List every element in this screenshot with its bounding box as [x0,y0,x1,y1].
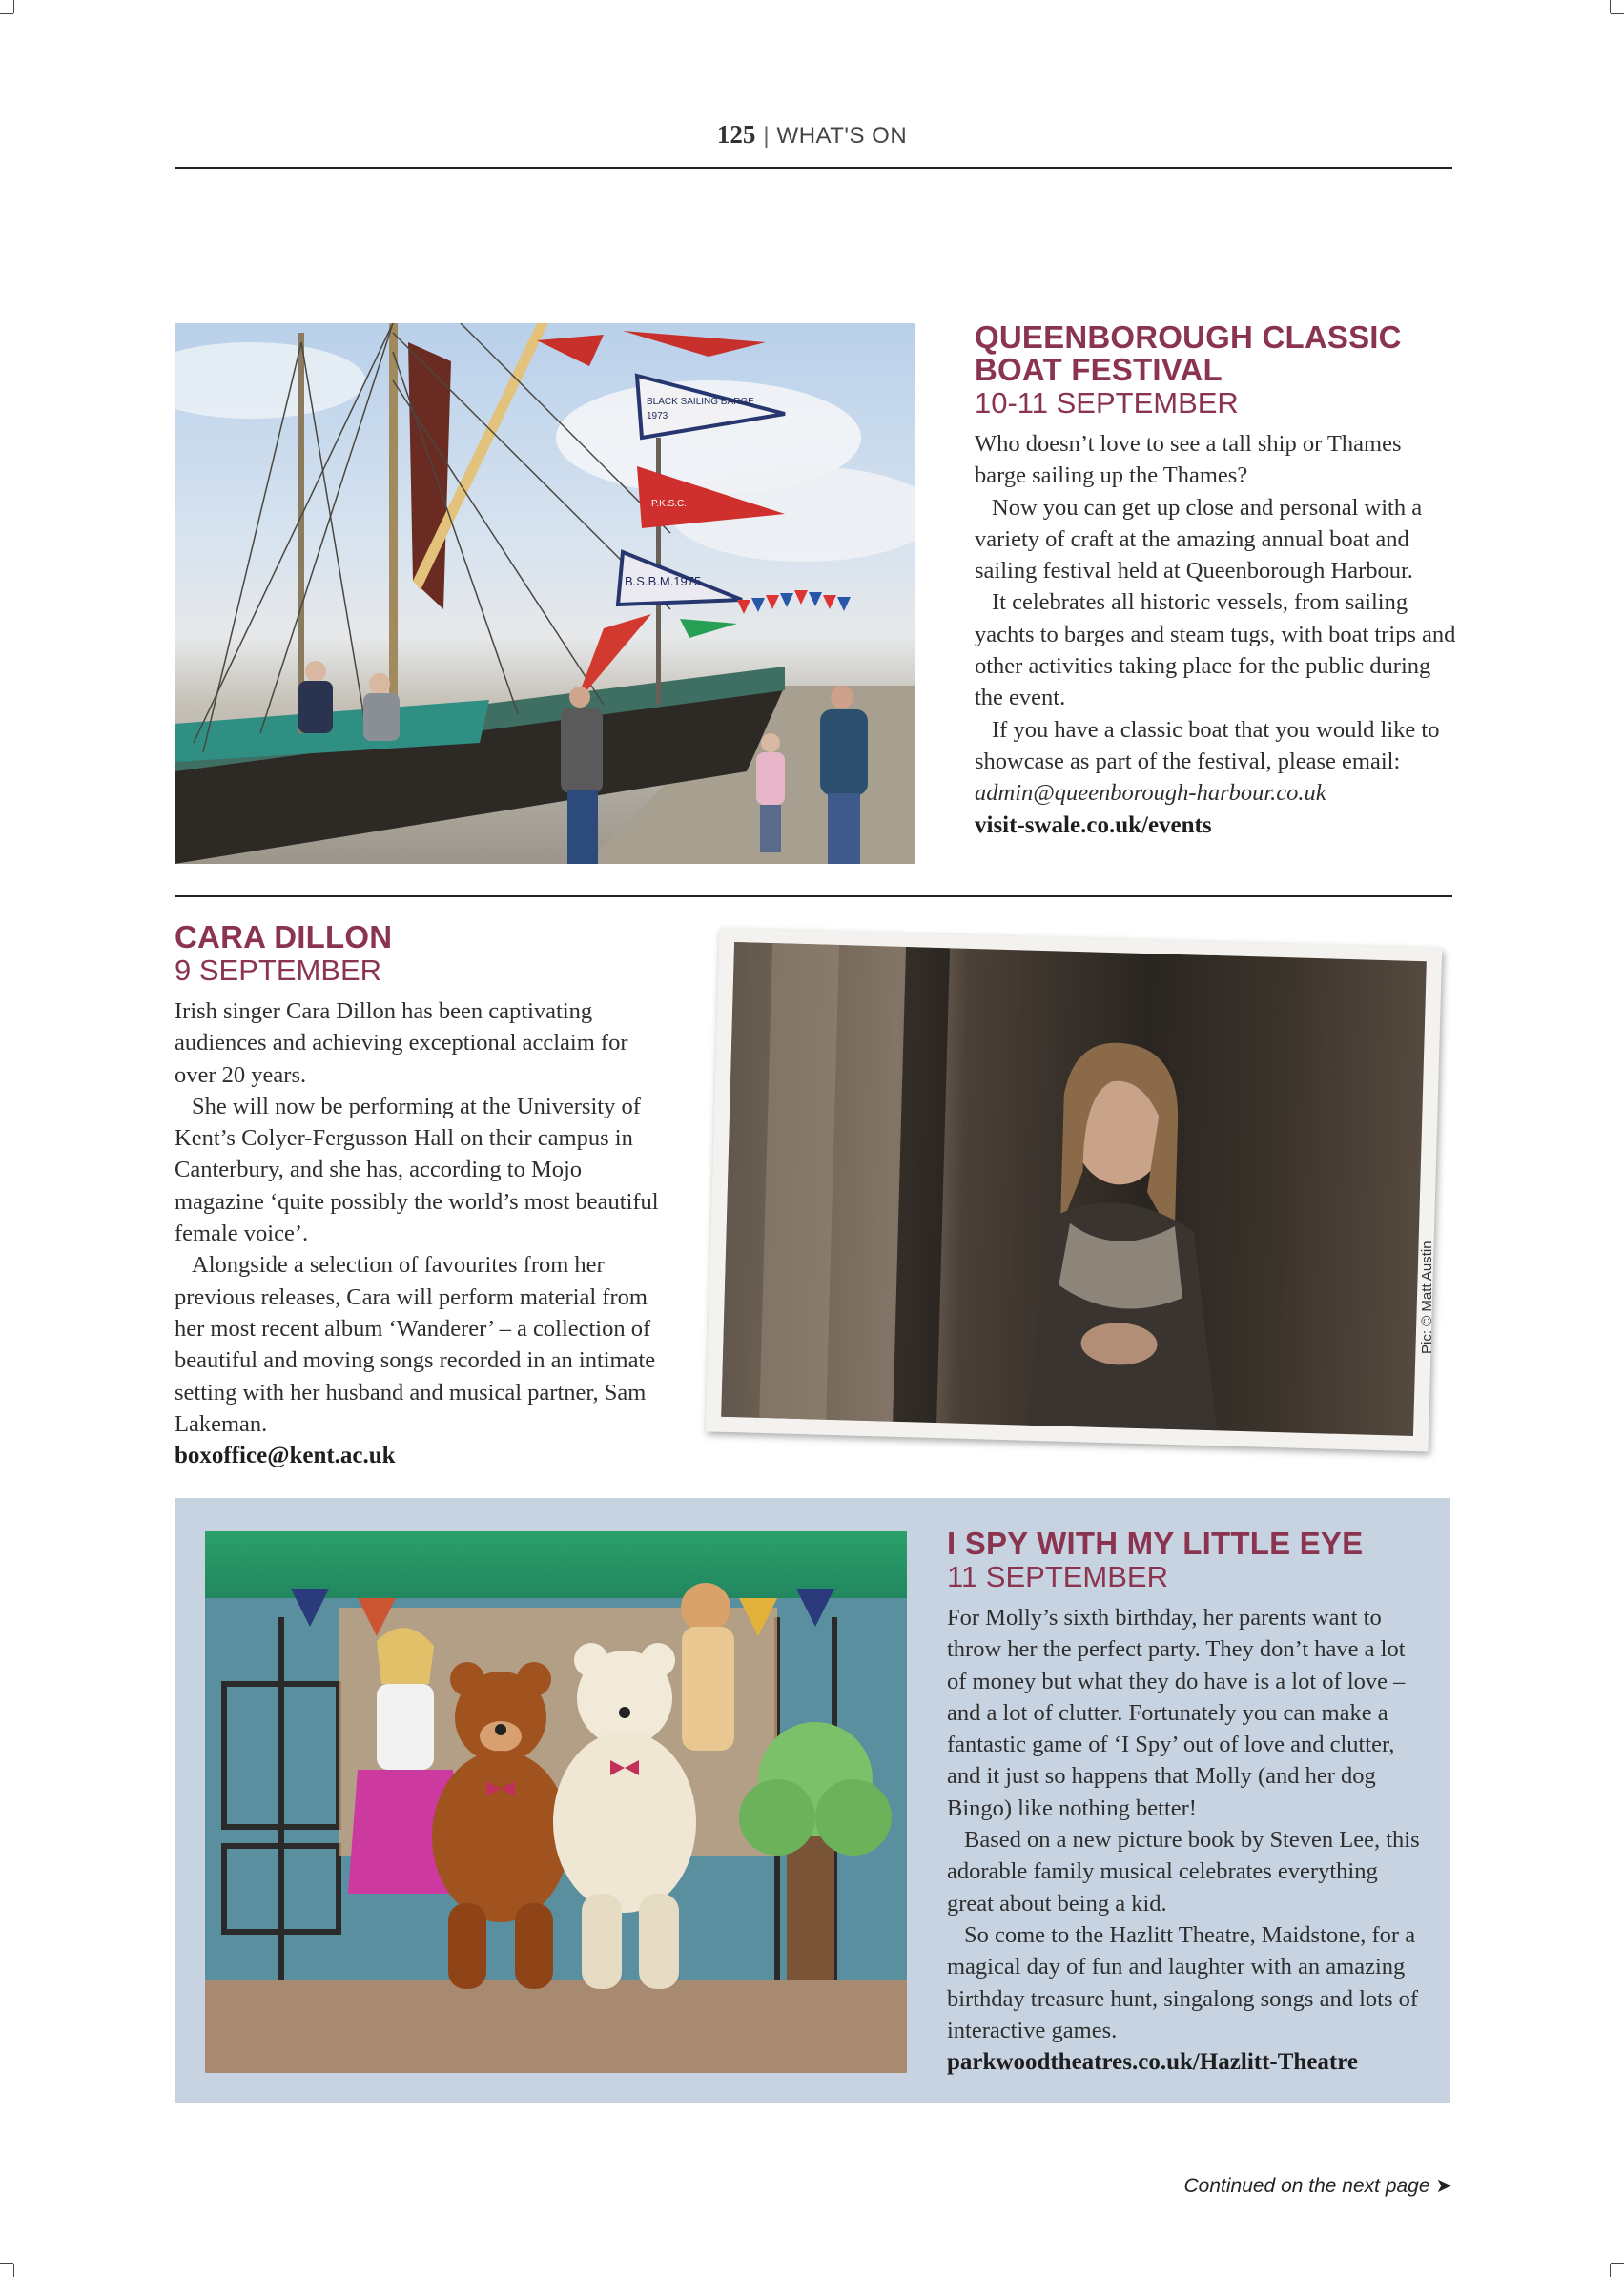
website-link[interactable]: visit-swale.co.uk/events [975,811,1212,838]
paragraph: Based on a new picture book by Steven Lee, this adorable family musical celebrates everything great about being a kid. [947,1827,1420,1917]
crop-mark [0,2263,13,2264]
paragraph: She will now be performing at the University of Kent’s Colyer-Fergusson Hall on their campus in Canterbury, and she has, according to Mojo magazine ‘quite possibly the world’s most beautiful female voice’. [175,1093,659,1247]
photo-credit: Pic: © Matt Austin [1419,1241,1435,1354]
crop-mark [1610,2264,1611,2277]
boat-scene-illustration [175,323,915,864]
portrait-illustration [721,942,1427,1436]
paragraph: Alongside a selection of favourites from her previous releases, Cara will perform material from her most recent album ‘Wanderer’ – a collection of beautiful and moving songs recorded in an intimate setting with her husband and musical partner, Sam Lakeman. [175,1252,656,1437]
paragraph: For Molly’s sixth birthday, her parents want to throw her the perfect party. They don’t have a lot of money but what they do have is a lot of love – and a lot of clutter. Fortunately you can make a fantastic game of ‘I Spy’ out of love and clutter, and it just so happens that Molly (and her dog Bingo) like nothing better! [947,1605,1406,1821]
boat-festival-article [975,321,1456,842]
flag-label: BLACK SAILING BARGE [647,397,754,407]
article-title: CARA DILLON [175,919,393,954]
boat-festival-photo [175,323,915,864]
article-date: 9 SEPTEMBER [175,954,382,987]
running-header [0,120,1624,150]
article-body [175,995,661,1440]
page-number: 125 [716,120,756,149]
email-link[interactable]: admin@queenborough-harbour.co.uk [975,780,1326,807]
flag-label: P.K.S.C. [651,499,688,509]
crop-mark [1611,2263,1624,2264]
crop-mark [1611,13,1624,14]
header-separator: | [763,123,770,149]
article-body [975,428,1456,810]
paragraph: Now you can get up close and personal with a variety of craft at the amazing annual boat and sailing festival held at Queenborough Harbour. [975,494,1423,585]
article-date: 11 SEPTEMBER [947,1560,1169,1593]
title-line: QUEENBOROUGH CLASSIC [975,319,1402,355]
section-rule [175,895,1452,897]
crop-mark [0,13,13,14]
paragraph-text: If you have a classic boat that you would like to showcase as part of the festival, please email: [975,716,1440,774]
paragraph: Irish singer Cara Dillon has been captivating audiences and achieving exceptional acclaim for over 20 years. [175,998,628,1088]
cara-dillon-photo [721,942,1427,1436]
article-title [975,321,1456,386]
flag-label: 1973 [647,411,668,421]
website-link[interactable]: parkwoodtheatres.co.uk/Hazlitt-Theatre [947,2049,1358,2076]
paragraph: So come to the Hazlitt Theatre, Maidstone, for a magical day of fun and laughter with an amazing birthday treasure hunt, singalong songs and lots of interactive games. [947,1921,1419,2043]
section-title: WHAT'S ON [776,123,908,149]
article-date: 10-11 SEPTEMBER [975,386,1239,420]
paragraph: Who doesn’t love to see a tall ship or Thames barge sailing up the Thames? [975,431,1402,489]
paragraph [975,714,1456,810]
article-title: I SPY WITH MY LITTLE EYE [947,1526,1364,1561]
i-spy-article [947,1528,1424,2079]
arrow-right-icon: ➤ [1435,2175,1452,2197]
crop-mark [13,2264,14,2277]
title-line: BOAT FESTIVAL [975,352,1223,387]
stage-illustration [205,1531,907,2073]
box-office-email[interactable]: boxoffice@kent.ac.uk [175,1443,396,1469]
crop-mark [1610,0,1611,13]
header-rule [175,167,1452,169]
crop-mark [13,0,14,13]
article-body [947,1602,1424,2046]
cara-dillon-article [175,921,661,1472]
flag-label: B.S.B.M.1975 [625,574,702,588]
continued-note[interactable] [1184,2174,1453,2198]
continued-text: Continued on the next page [1183,2175,1430,2197]
i-spy-photo [205,1531,907,2073]
paragraph: It celebrates all historic vessels, from sailing yachts to barges and steam tugs, with boat trips and other activities taking place for the public during the event. [975,589,1456,711]
cara-dillon-photo-frame [706,929,1442,1452]
